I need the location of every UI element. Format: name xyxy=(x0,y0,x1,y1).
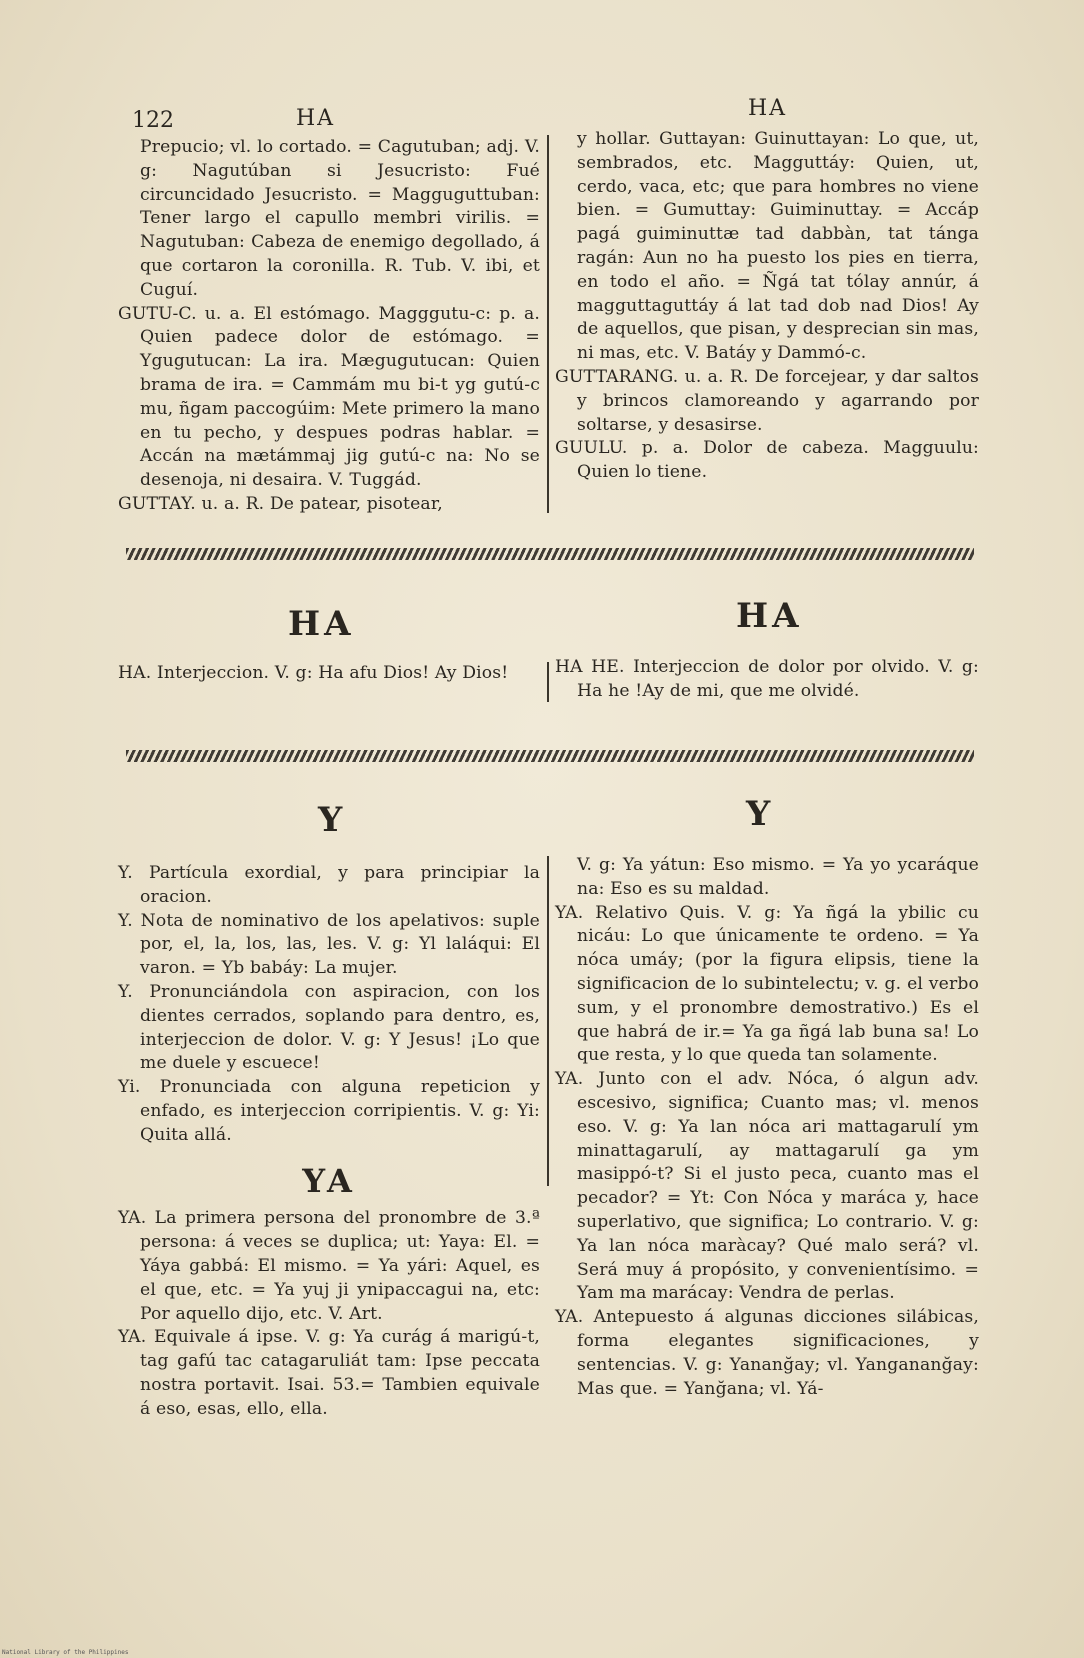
dictionary-entry: GUTTARANG. u. a. R. De forcejear, y dar saltos y brincos clamoreando y agarrando por soltarse, y desasirse. xyxy=(555,366,979,435)
dictionary-entry: Y. Pronunciándola con aspiracion, con los dientes cerrados, soplando para dentro, es, interjeccion de dolor. V. g: Y Jesus! ¡Lo que me duele y escuece! xyxy=(118,981,540,1074)
dictionary-entry: HA. Interjeccion. V. g: Ha afu Dios! Ay Dios! xyxy=(118,663,509,683)
column-divider-ha xyxy=(547,662,549,702)
section-heading-y-right: Y xyxy=(746,794,775,834)
dictionary-entry: Y. Nota de nominativo de los apelativos: suple por, el, la, los, las, les. V. g: Yl laláqui: El varon. = Yb babáy: La mujer. xyxy=(118,910,540,979)
section-subheading-ya: YA xyxy=(302,1161,356,1200)
ornament-rule-2 xyxy=(126,750,974,762)
page-number: 122 xyxy=(132,108,174,133)
dictionary-entry: GUTU-C. u. a. El estómago. Magggutu-c: p. a. Quien padece dolor de estómago. = Ygugutucan: La ira. Mægugutucan: Quien brama de ira. = Cammám mu bi-t yg gutú-c mu, ñgam paccogúim: Mete primero la mano en tu pecho, y despues podras hablar. = Accán na mætámmaj jig gutú-c na: No se desenoja, ni desaira. V. Tuggád. xyxy=(118,303,540,491)
column-divider-y xyxy=(547,856,549,1186)
top-left-column xyxy=(118,136,540,517)
entry-continuation: Prepucio; vl. lo cortado. = Cagutuban; adj. V. g: Nagutúban si Jesucristo: Fué circuncidado Jesucristo. = Magguguttuban: Tener largo el capullo membri virilis. = Nagutuban: Cabeza de enemigo degollado, á que cortaron la coronilla. R. Tub. V. ibi, et Cuguí. xyxy=(140,137,540,300)
dictionary-entry: YA. Relativo Quis. V. g: Ya ñgá la ybilic cu nicáu: Lo que únicamente te ordeno. = Ya nóca umáy; (por la figura elipsis, tiene la significacion de lo subintelectu; v. g. el verbo sum, y el pronombre demostrativo.) Es el que habrá de ir.= Ya ga ñgá lab buna sa! Lo que resta, y lo que queda tan solamente. xyxy=(555,902,979,1066)
dictionary-entry: YA. Antepuesto á algunas dicciones silábicas, forma elegantes significaciones, y sentencias. V. g: Yananğay; vl. Yangananğay: Mas que. = Yanğana; vl. Yá- xyxy=(555,1307,979,1399)
section-heading-ha-right: HA xyxy=(736,596,803,636)
ha-left-column xyxy=(118,662,540,686)
dictionary-entry: GUULU. p. a. Dolor de cabeza. Magguulu: Quien lo tiene. xyxy=(555,438,979,483)
dictionary-entry: Y. Partícula exordial, y para principiar la oracion. xyxy=(118,863,540,907)
entry-continuation: y hollar. Guttayan: Guinuttayan: Lo que, ut, sembrados, etc. Magguttáy: Quien, ut, cerdo, vaca, etc; que para hombres no viene bien. = Gumuttay: Guiminuttay. = Accáp pagá guiminuttæ tad dabbàn, tat tánga ragán: Aun no ha puesto los pies en tierra, en todo el año. = Ñgá tat tólay annúr, á magguttaguttáy á lat tad dob nad Dios! Ay de aquellos, que pisan, y desprecian sin mas, ni mas, etc. V. Batáy y Dammó-c. xyxy=(577,129,979,364)
dictionary-entry: GUTTAY. u. a. R. De patear, pisotear, xyxy=(118,493,443,514)
running-head-right: HA xyxy=(748,96,788,121)
y-left-column xyxy=(118,862,540,1422)
dictionary-entry: HA HE. Interjeccion de dolor por olvido. V. g: Ha he !Ay de mi, que me olvidé. xyxy=(555,657,979,701)
section-heading-ha-left: HA xyxy=(288,604,355,644)
dictionary-entry: YA. La primera persona del pronombre de 3.ª persona: á veces se duplica; ut: Yaya: El. = Yáya gabbá: El mismo. = Ya yári: Aquel, es el que, etc. = Ya yuj ji ynipaccagui na, etc: Por aquello dijo, etc. V. Art. xyxy=(118,1208,540,1324)
entry-continuation: V. g: Ya yátun: Eso mismo. = Ya yo ycaráque na: Eso es su maldad. xyxy=(577,855,979,899)
top-right-column xyxy=(555,128,979,485)
library-footer: National Library of the Philippines xyxy=(2,1649,129,1656)
ha-right-column xyxy=(555,656,979,704)
column-divider xyxy=(547,135,549,513)
ornament-rule-1 xyxy=(126,548,974,560)
dictionary-entry: YA. Equivale á ipse. V. g: Ya curág á marigú-t, tag gafú tac catagaruliát tam: Ipse peccata nostra portavit. Isai. 53.= Tambien equivale á eso, esas, ello, ella. xyxy=(118,1327,540,1419)
dictionary-entry: YA. Junto con el adv. Nóca, ó algun adv. escesivo, significa; Cuanto mas; vl. menos eso. V. g: Ya lan nóca ari mattagarulí ym minattagarulí, ay mattagarulí ga ym masippó-t? Si el justo peca, cuanto mas el pecador? = Yt: Con Nóca y maráca y, hace superlativo, que significa; Lo contrario. V. g: Ya lan nóca maràcay? Qué malo será? vl. Será muy á propósito, y convenientísimo. = Yam ma marácay: Vendra de perlas. xyxy=(555,1069,979,1304)
section-heading-y-left: Y xyxy=(318,800,347,840)
running-head-left: HA xyxy=(296,106,336,131)
y-right-column xyxy=(555,854,979,1401)
dictionary-entry: Yi. Pronunciada con alguna repeticion y enfado, es interjeccion corripientis. V. g: Yi: Quita allá. xyxy=(118,1077,540,1145)
